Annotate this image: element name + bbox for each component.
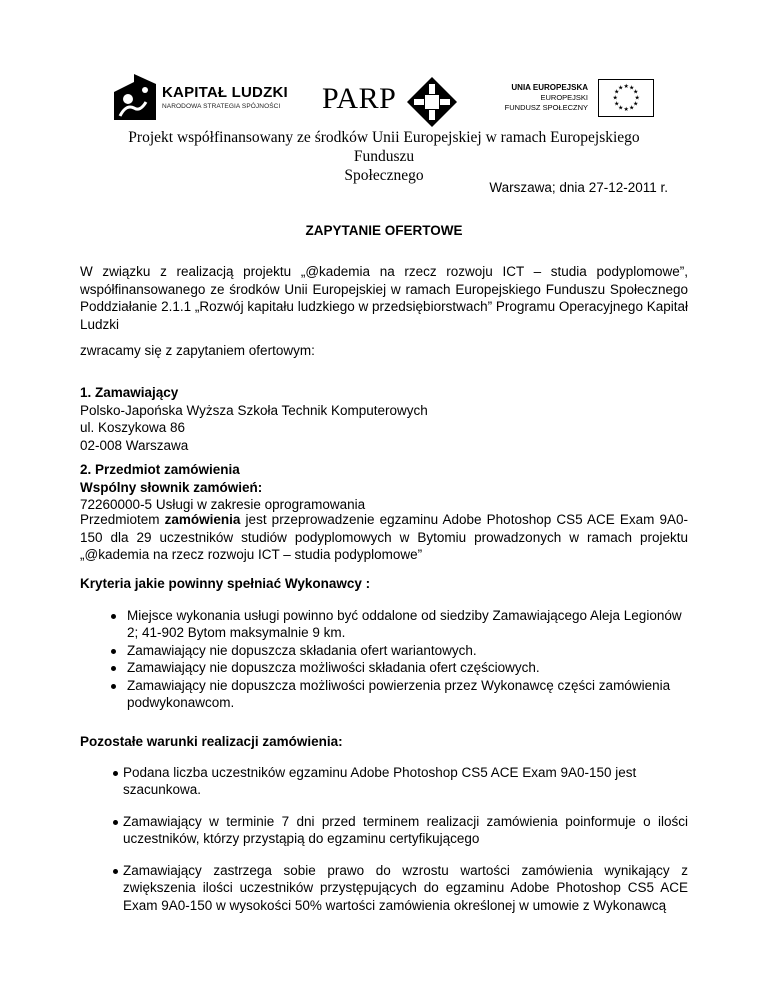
authority-street: ul. Koszykowa 86 xyxy=(80,420,186,435)
request-line: zwracamy się z zapytaniem ofertowym: xyxy=(80,343,315,358)
eu-line-2: EUROPEJSKI xyxy=(540,93,588,102)
bullet-icon xyxy=(111,684,116,689)
kapital-ludzki-logo xyxy=(112,72,292,124)
eu-line-3: FUNDUSZ SPOŁECZNY xyxy=(504,103,588,112)
criteria-section xyxy=(80,575,688,712)
intro-paragraph: W związku z realizacją projektu „@kademia na rzecz rozwoju ICT – studia podyplomowe”, współfinansowanego ze środków Unii Europejskiej w ramach Europejskiego Funduszu Społecznego Poddziałanie 2.1.1 „Rozwój kapitału ludzkiego w przedsiębiorstwach” Programu Operacyjnego Kapitał Ludzki xyxy=(80,264,688,332)
document-title: ZAPYTANIE OFERTOWE xyxy=(305,223,463,238)
section-contracting-authority xyxy=(80,384,688,454)
svg-text:★: ★ xyxy=(629,104,635,112)
cpv-heading: Wspólny słownik zamówień: xyxy=(80,479,263,495)
bullet-icon xyxy=(113,771,118,776)
bullet-icon xyxy=(113,820,118,825)
kapital-ludzki-name: KAPITAŁ LUDZKI xyxy=(162,84,288,101)
cofinancing-line-1: Projekt współfinansowany ze środków Unii Europejskiej w ramach Europejskiego Funduszu xyxy=(128,129,640,165)
bullet-icon xyxy=(111,666,116,671)
bullet-icon xyxy=(111,614,116,619)
conditions-list xyxy=(80,764,688,915)
cofinancing-line-2: Społecznego xyxy=(344,167,424,184)
svg-text:★: ★ xyxy=(633,88,639,96)
cpv-code: 72260000-5 Usługi w zakresie oprogramowania xyxy=(80,497,366,512)
bullet-icon xyxy=(111,649,116,654)
kapital-ludzki-tagline: NARODOWA STRATEGIA SPÓJNOŚCI xyxy=(162,103,281,110)
section-2-heading: 2. Przedmiot zamówienia xyxy=(80,462,240,477)
bullet-icon xyxy=(113,869,118,874)
svg-text:★: ★ xyxy=(618,84,624,92)
conditions-item: Podana liczba uczestników egzaminu Adobe Photoshop CS5 ACE Exam 9A0-150 jest szacunkowa. xyxy=(80,764,688,799)
svg-text:★: ★ xyxy=(623,106,629,113)
svg-text:★: ★ xyxy=(612,94,618,102)
criteria-item: Zamawiający nie dopuszcza możliwości składania ofert częściowych. xyxy=(80,659,688,677)
svg-text:★: ★ xyxy=(614,100,620,108)
criteria-item: Zamawiający nie dopuszcza składania ofert wariantowych. xyxy=(80,642,688,660)
kapital-ludzki-emblem-icon xyxy=(112,72,158,124)
conditions-item: Zamawiający zastrzega sobie prawo do wzrostu wartości zamówienia wynikający z zwiększenia ilości uczestników przystępujących do egzaminu Adobe Photoshop CS5 ACE Exam 9A0-150 w wysokości 50% wartości zamówienia określonej w umowie z Wykonawcą xyxy=(80,862,688,915)
section-1-heading: 1. Zamawiający xyxy=(80,385,179,400)
document-date: Warszawa; dnia 27-12-2011 r. xyxy=(489,180,668,195)
parp-name: PARP xyxy=(322,82,397,115)
authority-city: 02-008 Warszawa xyxy=(80,437,189,453)
svg-text:★: ★ xyxy=(633,100,639,108)
eu-stars-icon xyxy=(599,80,653,116)
eu-logo-text xyxy=(505,83,588,113)
svg-text:★: ★ xyxy=(618,104,624,112)
eu-logo xyxy=(494,79,654,119)
subject-paragraph xyxy=(80,511,688,564)
svg-text:★: ★ xyxy=(623,83,629,90)
criteria-item: Miejsce wykonania usługi powinno być oddalone od siedziby Zamawiającego Aleja Legionów 2; 41-902 Bytom maksymalnie 9 km. xyxy=(80,607,688,642)
eu-flag-icon xyxy=(598,79,654,117)
criteria-item: Zamawiający nie dopuszcza możliwości powierzenia przez Wykonawcę części zamówienia podwykonawcom. xyxy=(80,677,688,712)
svg-text:★: ★ xyxy=(629,84,635,92)
conditions-item: Zamawiający w terminie 7 dni przed terminem realizacji zamówienia poinformuje o ilości uczestników, którzy przystąpią do egzaminu certyfikującego xyxy=(80,813,688,848)
conditions-section xyxy=(80,733,688,914)
section-subject xyxy=(80,461,688,514)
cofinancing-statement xyxy=(100,128,668,185)
eu-line-1: UNIA EUROPEJSKA xyxy=(511,83,588,92)
svg-text:★: ★ xyxy=(634,94,640,102)
parp-diamond-icon xyxy=(406,76,458,128)
subject-text-before: Przedmiotem xyxy=(80,512,165,527)
conditions-heading: Pozostałe warunki realizacji zamówienia: xyxy=(80,734,343,749)
subject-text-bold: zamówienia xyxy=(164,512,241,527)
criteria-heading: Kryteria jakie powinny spełniać Wykonawcy : xyxy=(80,576,371,591)
criteria-list xyxy=(80,607,688,712)
svg-text:★: ★ xyxy=(614,88,620,96)
subject-text-after: jest przeprowadzenie egzaminu Adobe Photoshop CS5 ACE Exam 9A0-150 dla 29 uczestników studiów podyplomowych w Bytomiu prowadzonych w ramach projektu „@kademia na rzecz rozwoju ICT – studia podyplomowe” xyxy=(80,512,688,562)
authority-name: Polsko-Japońska Wyższa Szkoła Technik Komputerowych xyxy=(80,402,428,418)
